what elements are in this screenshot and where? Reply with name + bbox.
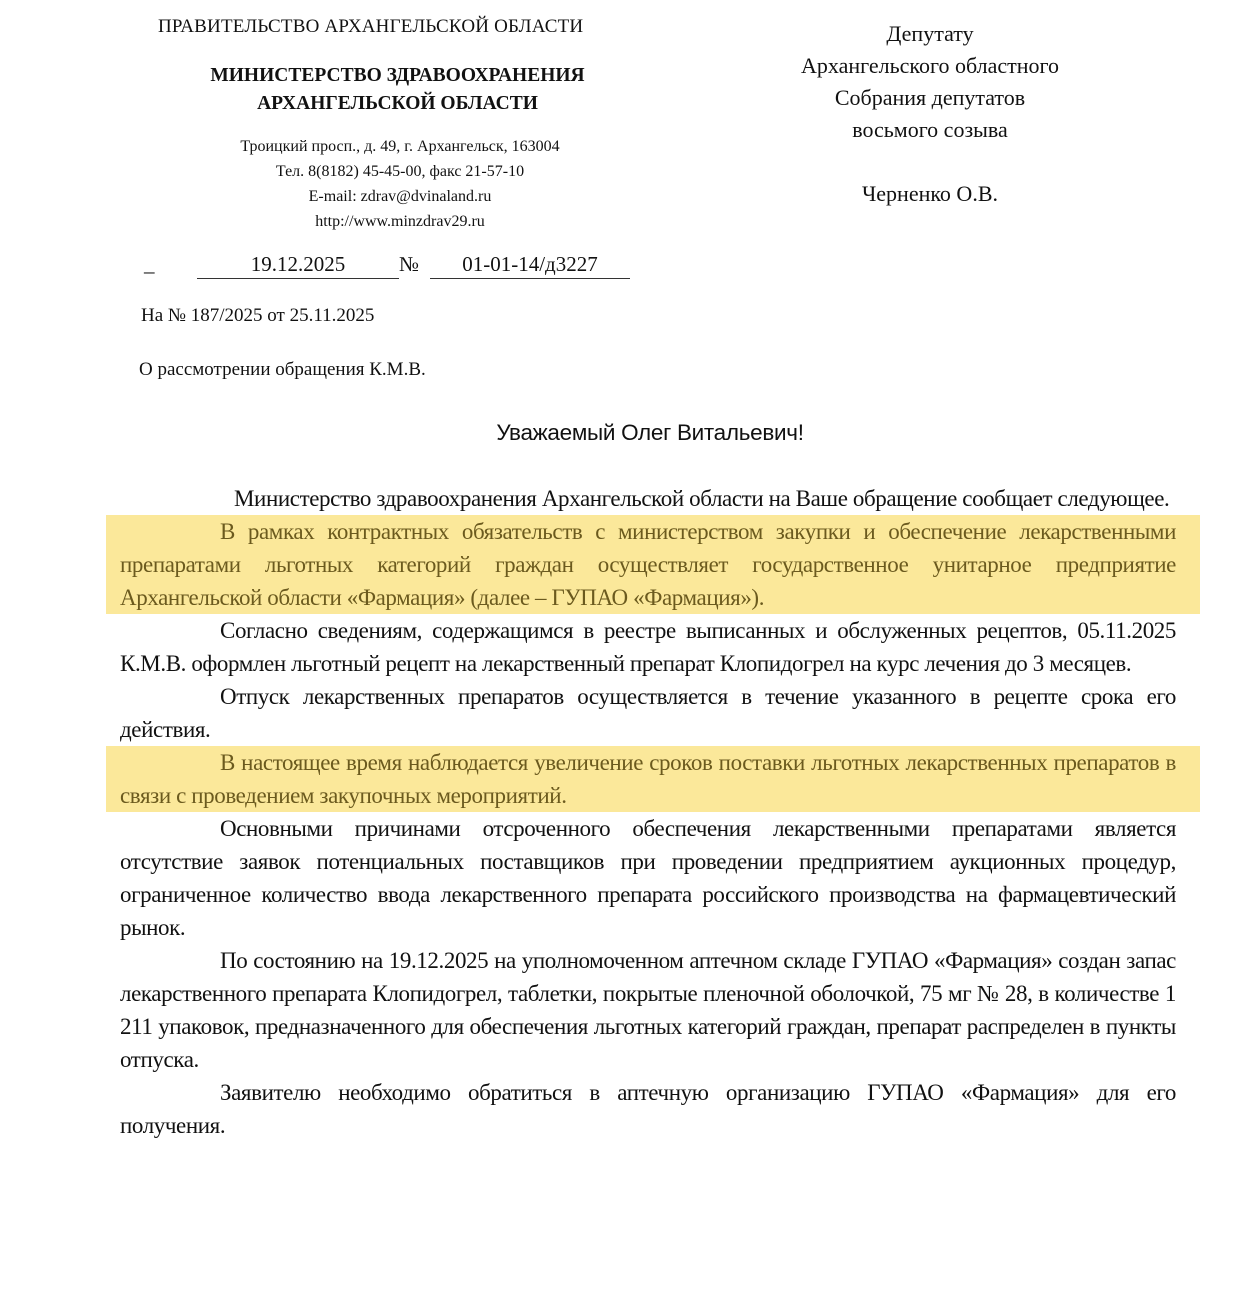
ministry-name: [150, 62, 645, 118]
addressee-line2: Архангельского областного: [801, 53, 1059, 78]
ministry-name-line1: МИНИСТЕРСТВО ЗДРАВООХРАНЕНИЯ: [210, 65, 585, 86]
paragraph: Заявителю необходимо обратиться в аптечную организацию ГУПАО «Фармация» для его получения.: [120, 1080, 1176, 1138]
addressee-block: [740, 18, 1120, 210]
addressee-line4: восьмого созыва: [852, 117, 1008, 142]
paragraph: Министерство здравоохранения Архангельской области на Ваше обращение сообщает следующее.: [234, 486, 1170, 511]
paragraph: Согласно сведениям, содержащимся в реестре выписанных и обслуженных рецептов, 05.11.2025 К.М.В. оформлен льготный рецепт на лекарственный препарат Клопидогрел на курс лечения до 3 месяцев.: [120, 618, 1176, 676]
reply-reference: На № 187/2025 от 25.11.2025: [141, 305, 375, 326]
letter-date: 19.12.2025: [197, 252, 399, 279]
greeting: Уважаемый Олег Витальевич!: [496, 420, 804, 445]
number-sign: №: [399, 252, 420, 276]
paragraph: Основными причинами отсроченного обеспечения лекарственными препаратами является отсутствие заявок потенциальных поставщиков при проведении предприятием аукционных процедур, ограниченное количество ввода лекарственного препарата российского производства на фармацевтический рынок.: [120, 816, 1176, 940]
letter-body: [120, 482, 1176, 1142]
letter-number: 01-01-14/д3227: [430, 252, 630, 279]
address: Троицкий просп., д. 49, г. Архангельск, 163004: [240, 138, 560, 155]
ministry-name-line2: АРХАНГЕЛЬСКОЙ ОБЛАСТИ: [257, 93, 538, 114]
government-name: ПРАВИТЕЛЬСТВО АРХАНГЕЛЬСКОЙ ОБЛАСТИ: [158, 16, 584, 37]
addressee-line3: Собрания депутатов: [834, 85, 1026, 110]
paragraph-highlighted: В рамках контрактных обязательств с министерством закупки и обеспечение лекарственными препаратами льготных категорий граждан осуществляет государственное унитарное предприятие Архангельской области «Фармация» (далее – ГУПАО «Фармация»).: [106, 515, 1200, 614]
letter-subject: О рассмотрении обращения К.М.В.: [139, 359, 426, 380]
phone: Тел. 8(8182) 45-45-00, факс 21-57-10: [275, 163, 525, 180]
paragraph-highlighted: В настоящее время наблюдается увеличение сроков поставки льготных лекарственных препаратов в связи с проведением закупочных мероприятий.: [106, 746, 1200, 812]
email: E-mail: zdrav@dvinaland.ru: [308, 188, 492, 205]
registration-dash: _: [144, 252, 155, 276]
paragraph: Отпуск лекарственных препаратов осуществляется в течение указанного в рецепте срока его действия.: [120, 684, 1176, 742]
addressee-line1: Депутату: [886, 21, 974, 46]
addressee-name: Черненко О.В.: [861, 181, 998, 206]
website: http://www.minzdrav29.ru: [315, 213, 485, 230]
paragraph: По состоянию на 19.12.2025 на уполномоченном аптечном складе ГУПАО «Фармация» создан запас лекарственного препарата Клопидогрел, таблетки, покрытые пленочной оболочкой, 75 мг № 28, в количестве 1 211 упаковок, предназначенного для обеспечения льготных категорий граждан, препарат распределен в пункты отпуска.: [120, 948, 1176, 1072]
ministry-contacts: [180, 134, 620, 234]
